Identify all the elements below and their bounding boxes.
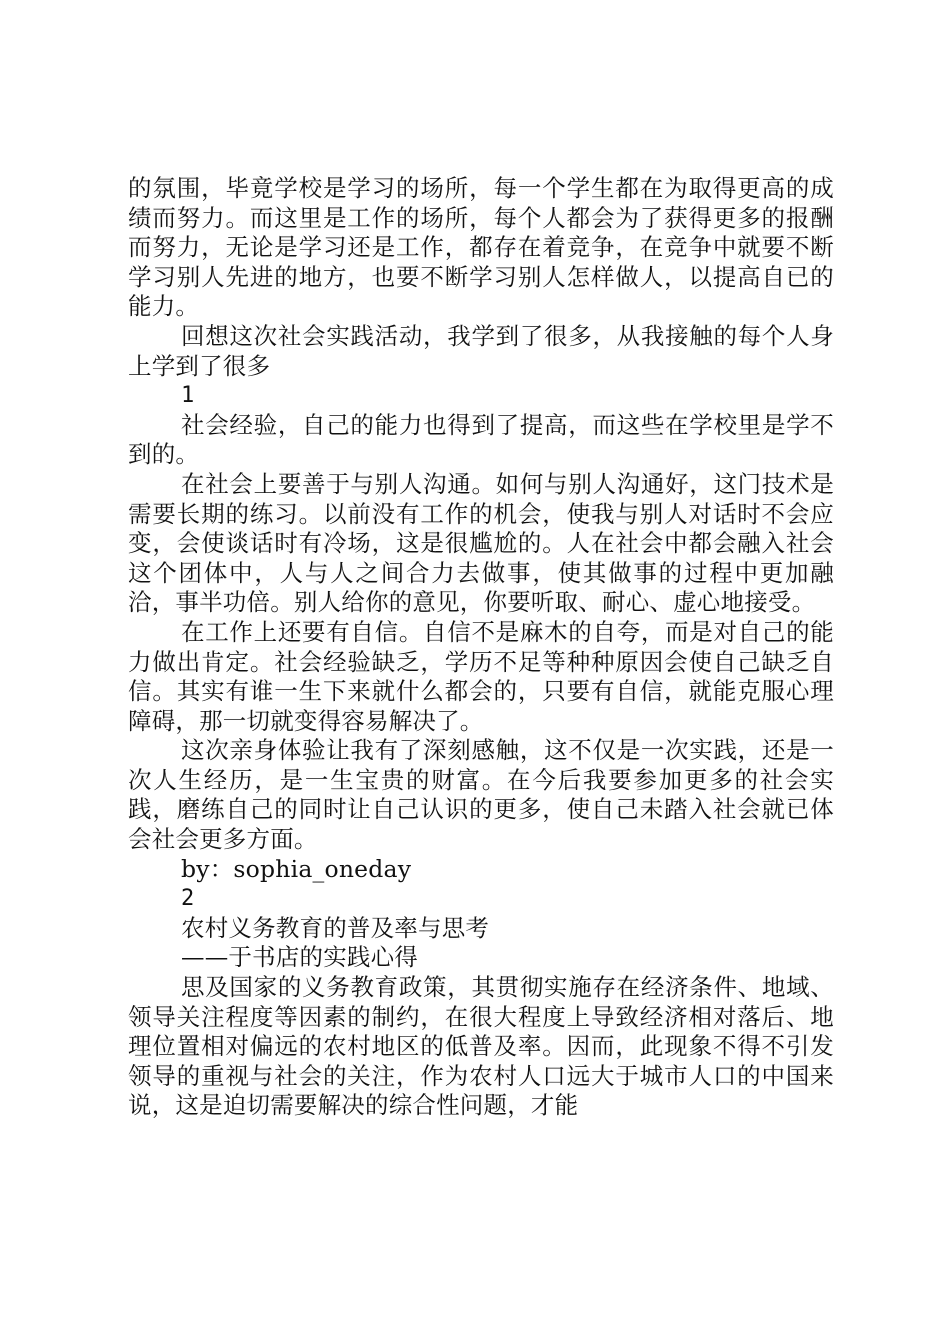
paragraph-reflection: 回想这次社会实践活动，我学到了很多，从我接触的每个人身上学到了很多 <box>128 321 834 380</box>
paragraph-education-policy: 思及国家的义务教育政策，其贯彻实施存在经济条件、地域、领导关注程度等因素的制约，在很大程度上导致经济相对落后、地理位置相对偏远的农村地区的低普及率。因而，此现象不得不引发领导的重视与社会的关注，作为农村人口远大于城市人口的中国来说，这是迫切需要解决的综合性问题，才能 <box>128 973 834 1120</box>
article-subtitle: ——于书店的实践心得 <box>181 943 418 972</box>
paragraph-communication: 在社会上要善于与别人沟通。如何与别人沟通好，这门技术是需要长期的练习。以前没有工作的机会，使我与别人对话时不会应变，会使谈话时有冷场，这是很尴尬的。人在社会中都会融入社会这个团体中，人与人之间合力去做事，使其做事的过程中更加融洽，事半功倍。别人给你的意见，你要听取、耐心、虚心地接受。 <box>128 469 834 617</box>
paragraph-confidence: 在工作上还要有自信。自信不是麻木的自夸，而是对自己的能力做出肯定。社会经验缺乏，学历不足等种种原因会使自己缺乏自信。其实有谁一生下来就什么都会的，只要有自信，就能克服心理障碍，那一切就变得容易解决了。 <box>128 617 834 735</box>
paragraph-continuation: 的氛围，毕竟学校是学习的场所，每一个学生都在为取得更高的成绩而努力。而这里是工作的场所，每个人都会为了获得更多的报酬而努力，无论是学习还是工作，都存在着竞争，在竞争中就要不断学习别人先进的地方，也要不断学习别人怎样做人，以提高自已的能力。 <box>128 174 834 321</box>
paragraph-social-experience: 社会经验，自己的能力也得到了提高，而这些在学校里是学不到的。 <box>128 410 834 469</box>
author-signature: by：sophia_oneday <box>181 854 412 883</box>
page-number-2: 2 <box>181 886 195 912</box>
document-body <box>128 174 834 1121</box>
paragraph-conclusion: 这次亲身体验让我有了深刻感触，这不仅是一次实践，还是一次人生经历，是一生宝贵的财富。在今后我要参加更多的社会实践，磨练自己的同时让自己认识的更多，使自己未踏入社会就已体会社会更多方面。 <box>128 736 834 854</box>
page-number-1: 1 <box>181 383 195 409</box>
article-title: 农村义务教育的普及率与思考 <box>181 913 490 942</box>
